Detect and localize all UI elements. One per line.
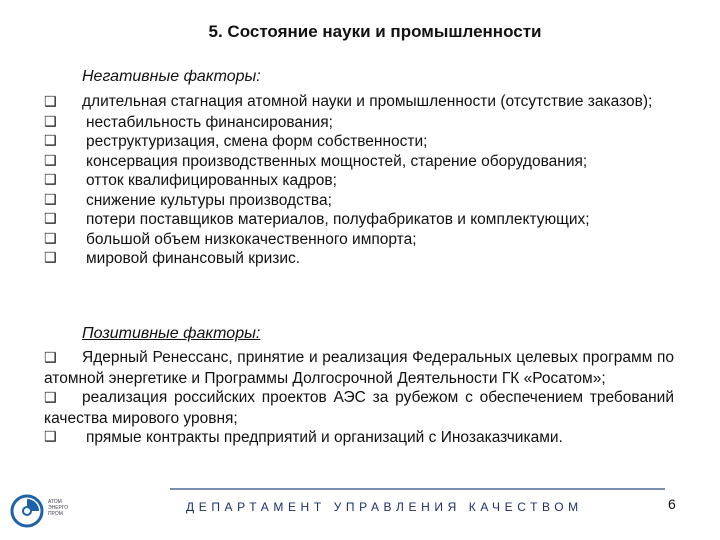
checkbox-bullet-icon: ❑ xyxy=(44,350,57,366)
list-item: ❑ реализация российских проектов АЭС за рубежом с обеспечением требований качества мирового уровня; xyxy=(44,389,674,427)
list-item: ❑ снижение культуры производства; xyxy=(44,191,332,209)
logo-caption: АТОМ ЭНЕРГО ПРОМ xyxy=(48,499,69,517)
list-item: ❑ Ядерный Ренессанс, принятие и реализация Федеральных целевых программ по атомной энергетике и Программы Долгосрочной Деятельности ГК «Росатом»; xyxy=(44,349,674,387)
checkbox-bullet-icon: ❑ xyxy=(44,429,57,445)
checkbox-bullet-icon: ❑ xyxy=(44,250,57,266)
negative-factors-heading: Негативные факторы: xyxy=(82,68,261,85)
checkbox-bullet-icon: ❑ xyxy=(44,191,57,208)
checkbox-bullet-icon: ❑ xyxy=(44,94,57,110)
list-item: ❑ мировой финансовый кризис. xyxy=(44,250,301,267)
positive-factors-heading: Позитивные факторы: xyxy=(82,325,261,342)
checkbox-bullet-icon: ❑ xyxy=(44,133,57,149)
list-item: ❑ большой объем низкокачественного импорта; xyxy=(44,230,417,248)
checkbox-bullet-icon: ❑ xyxy=(44,113,57,130)
list-item: ❑ потери поставщиков материалов, полуфабрикатов и комплектующих; xyxy=(44,211,590,228)
list-item: ❑ отток квалифицированных кадров; xyxy=(44,172,337,189)
positive-factors-list xyxy=(44,348,674,448)
footer-divider xyxy=(170,488,665,490)
checkbox-bullet-icon: ❑ xyxy=(44,230,57,247)
checkbox-bullet-icon: ❑ xyxy=(44,172,57,188)
checkbox-bullet-icon: ❑ xyxy=(44,211,57,227)
list-item: ❑ прямые контракты предприятий и организаций с Инозаказчиками. xyxy=(44,429,563,446)
slide-title: 5. Состояние науки и промышленности xyxy=(208,22,542,41)
checkbox-bullet-icon: ❑ xyxy=(44,152,57,169)
footer-department: ДЕПАРТАМЕНТ УПРАВЛЕНИЯ КАЧЕСТВОМ xyxy=(186,500,583,514)
list-item: ❑ нестабильность финансирования; xyxy=(44,113,333,131)
atom-logo-icon xyxy=(10,494,44,528)
negative-factors-list xyxy=(44,92,674,269)
list-item: ❑ длительная стагнация атомной науки и промышленности (отсутствие заказов); xyxy=(44,92,674,113)
page-number: 6 xyxy=(668,496,676,512)
list-item: ❑ реструктуризация, смена форм собственности; xyxy=(44,133,428,150)
list-item: ❑ консервация производственных мощностей, старение оборудования; xyxy=(44,152,588,170)
checkbox-bullet-icon: ❑ xyxy=(44,390,57,406)
